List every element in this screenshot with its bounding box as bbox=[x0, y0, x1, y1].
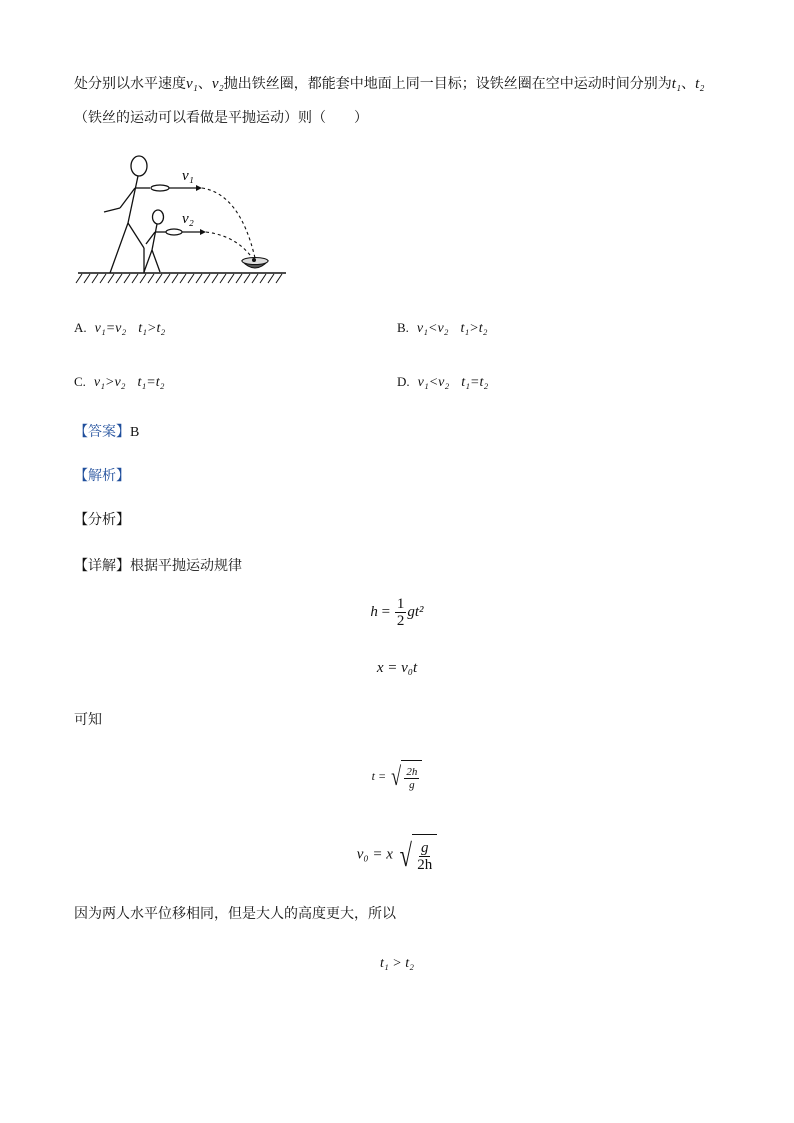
t2-symbol: t₂ bbox=[695, 76, 705, 92]
analysis-label: 【解析】 bbox=[74, 468, 130, 484]
conclusion-text: 因为两人水平位移相同，但是大人的高度更大，所以 bbox=[74, 906, 396, 922]
question-line-1 bbox=[74, 74, 705, 94]
option-a[interactable]: A. v₁=v₂ t₁>t₂ bbox=[74, 320, 166, 336]
trajectory-2 bbox=[206, 232, 253, 259]
separator: 、 bbox=[197, 76, 212, 92]
detail-line bbox=[74, 556, 242, 576]
answer-label: 【答案】 bbox=[74, 424, 130, 440]
ring-2-icon bbox=[166, 229, 182, 235]
ring-1-icon bbox=[151, 185, 169, 191]
formula-displacement: x = v₀t bbox=[376, 660, 418, 676]
target-icon bbox=[242, 258, 268, 269]
v1-symbol: v₁ bbox=[186, 76, 198, 92]
arrow-v1-icon bbox=[196, 185, 202, 191]
formula-velocity: v₀ = x √ $\frac{g}{2h}$ bbox=[0, 834, 794, 876]
question-text: 抛出铁丝圈，都能套中地面上同一目标；设铁丝圈在空中运动时间分别为 bbox=[223, 76, 672, 92]
keyi-text: 可知 bbox=[74, 712, 102, 728]
arrow-v2-icon bbox=[200, 229, 206, 235]
formula-height: h = $\frac{1}{2}$ gt² bbox=[370, 596, 424, 629]
label-v1: v₁ bbox=[182, 168, 194, 184]
option-c[interactable]: C. v₁>v₂ t₁=t₂ bbox=[74, 374, 165, 390]
formula-result: t₁ > t₂ bbox=[380, 956, 414, 971]
projectile-figure bbox=[72, 148, 292, 288]
adult-figure bbox=[104, 156, 150, 273]
t1-symbol: t₁ bbox=[671, 76, 682, 92]
option-b[interactable]: B. v₁<v₂ t₁>t₂ bbox=[397, 320, 488, 336]
child-figure bbox=[144, 210, 168, 272]
question-text: 处分别以水平速度 bbox=[74, 76, 186, 92]
answer-line bbox=[74, 422, 139, 443]
formula-time: t = √ $\frac{2h}{g}$ bbox=[0, 760, 794, 794]
answer-value: B bbox=[130, 425, 140, 440]
fenxi-label: 【分析】 bbox=[74, 512, 130, 528]
label-v2: v₂ bbox=[182, 211, 194, 227]
question-line-2: （铁丝的运动可以看做是平抛运动）则（ ） bbox=[74, 110, 368, 126]
v2-symbol: v₂ bbox=[211, 76, 224, 92]
trajectory-1 bbox=[202, 188, 255, 258]
separator: 、 bbox=[681, 76, 696, 92]
detail-label: 【详解】 bbox=[74, 558, 130, 574]
detail-text: 根据平抛运动规律 bbox=[130, 558, 242, 574]
option-d[interactable]: D. v₁<v₂ t₁=t₂ bbox=[397, 374, 489, 390]
